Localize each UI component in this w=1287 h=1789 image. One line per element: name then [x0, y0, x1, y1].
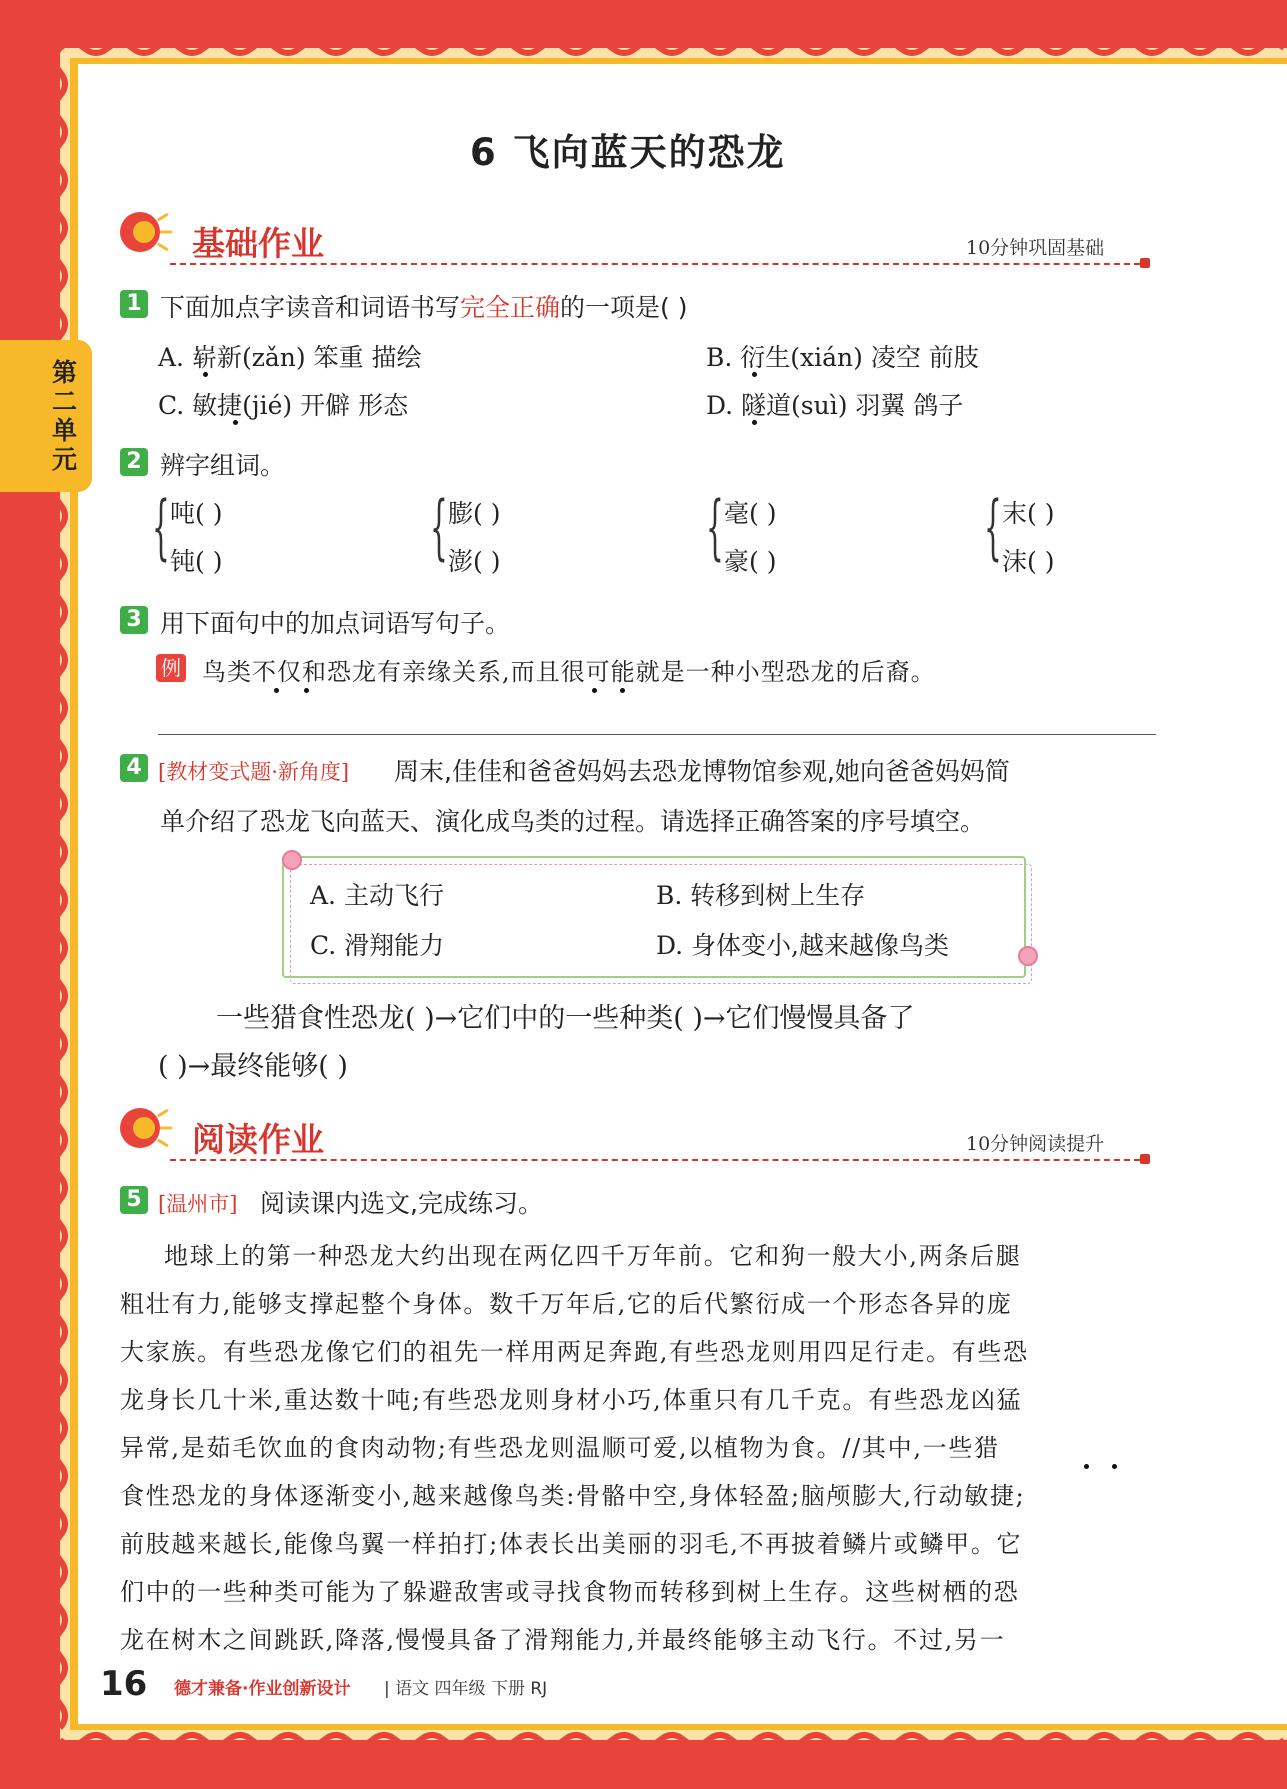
question-number-2: 2 [120, 448, 148, 476]
passage-line: 龙在树木之间跳跃,降落,慢慢具备了滑翔能力,并最终能够主动飞行。不过,另一 [120, 1626, 1006, 1654]
unit-side-tab [0, 340, 92, 492]
q1-option-d: D. 隧道(suì) 羽翼 鸽子 [706, 391, 964, 420]
passage-line: 们中的一些种类可能为了躲避敌害或寻找食物而转移到树上生存。这些树栖的恐 [120, 1578, 1020, 1606]
q3-example-sentence: 鸟类不仅和恐龙有亲缘关系,而且很可能就是一种小型恐龙的后裔。 [202, 658, 936, 686]
q1-option-a: A. 崭新(zǎn) 笨重 描绘 [158, 343, 422, 372]
q2-pair-3-top: 毫( ) [724, 499, 777, 528]
q4-fill-line2: ( )→最终能够( ) [158, 1051, 348, 1082]
megaphone-icon [118, 1104, 180, 1154]
brace: { [430, 486, 448, 568]
q4-option-a: A. 主动飞行 [310, 881, 444, 910]
answer-line [158, 734, 1156, 735]
emphasis-dot [752, 420, 757, 425]
q2-pair-2-top: 膨( ) [448, 499, 501, 528]
question-4-stem-line2: 单介绍了恐龙飞向蓝天、演化成鸟类的过程。请选择正确答案的序号填空。 [160, 807, 986, 836]
q1-stem-b: 的一项是( ) [560, 293, 688, 322]
footer-info: | 语文 四年级 下册 RJ [384, 1679, 548, 1699]
emphasis-dot [233, 420, 238, 425]
passage-line: 大家族。有些恐龙像它们的祖先一样用两足奔跑,有些恐龙则用四足行走。有些恐 [120, 1338, 1029, 1366]
q2-pair-4-bottom: 沫( ) [1002, 547, 1055, 576]
section-divider-basic [170, 263, 1140, 265]
question-number-1: 1 [120, 290, 148, 318]
q4-option-d: D. 身体变小,越来越像鸟类 [656, 931, 949, 960]
unit-side-tab-label: 第二单元 [52, 358, 78, 474]
lesson-title: 6 飞向蓝天的恐龙 [470, 131, 786, 174]
section-note-basic: 10分钟巩固基础 [966, 237, 1105, 259]
q4-fill-line1: 一些猎食性恐龙( )→它们中的一些种类( )→它们慢慢具备了 [216, 1003, 915, 1034]
question-3-stem: 用下面句中的加点词语写句子。 [160, 609, 511, 638]
emphasis-dot [1084, 1464, 1089, 1469]
section-note-reading: 10分钟阅读提升 [966, 1133, 1105, 1155]
question-number-5: 5 [120, 1186, 148, 1214]
q1-stem-a: 下面加点字读音和词语书写 [160, 293, 461, 322]
question-2-stem: 辨字组词。 [160, 451, 286, 480]
emphasis-dot [1112, 1464, 1117, 1469]
brace: { [152, 486, 170, 568]
q2-pair-4-top: 末( ) [1002, 499, 1055, 528]
brace: { [984, 486, 1002, 568]
passage-line: 异常,是茹毛饮血的食肉动物;有些恐龙则温顺可爱,以植物为食。//其中,一些猎 [120, 1434, 1000, 1462]
section-title-basic: 基础作业 [192, 224, 324, 263]
question-4-stem-line1: 周末,佳佳和爸爸妈妈去恐龙博物馆参观,她向爸爸妈妈简 [394, 757, 1010, 786]
divider-end [1140, 258, 1150, 268]
section-title-reading: 阅读作业 [192, 1120, 324, 1159]
passage-line: 食性恐龙的身体逐渐变小,越来越像鸟类:骨骼中空,身体轻盈;脑颅膨大,行动敏捷; [120, 1482, 1026, 1510]
flower-icon [1018, 946, 1038, 966]
q4-option-b: B. 转移到树上生存 [656, 881, 866, 910]
question-number-4: 4 [120, 754, 148, 782]
question-1-stem [160, 288, 688, 324]
divider-end [1140, 1154, 1150, 1164]
passage-line: 前肢越来越长,能像鸟翼一样拍打;体表长出美丽的羽毛,不再披着鳞片或鳞甲。它 [120, 1530, 1023, 1558]
question-4-tag: [教材变式题·新角度] [158, 760, 350, 784]
brace: { [706, 486, 724, 568]
q2-pair-3-bottom: 豪( ) [724, 547, 777, 576]
passage-line: 粗壮有力,能够支撑起整个身体。数千万年后,它的后代繁衍成一个形态各异的庞 [120, 1290, 1013, 1318]
question-number-3: 3 [120, 606, 148, 634]
page-number: 16 [100, 1664, 148, 1704]
passage-line: 地球上的第一种恐龙大约出现在两亿四千万年前。它和狗一般大小,两条后腿 [164, 1242, 1022, 1270]
emphasis-dot [304, 688, 309, 693]
q2-pair-1-bottom: 钝( ) [170, 547, 223, 576]
flower-icon [282, 850, 302, 870]
emphasis-dot [752, 372, 757, 377]
section-divider-reading [170, 1159, 1140, 1161]
emphasis-dot [620, 688, 625, 693]
footer-series: 德才兼备·作业创新设计 [174, 1679, 351, 1699]
emphasis-dot [274, 688, 279, 693]
q2-pair-1-top: 吨( ) [170, 499, 223, 528]
q1-stem-highlight: 完全正确 [460, 293, 561, 322]
example-badge: 例 [156, 654, 186, 682]
passage-line: 龙身长几十米,重达数十吨;有些恐龙则身材小巧,体重只有几千克。有些恐龙凶猛 [120, 1386, 1023, 1414]
question-5-tag: [温州市] [158, 1192, 238, 1216]
emphasis-dot [203, 372, 208, 377]
q1-option-b: B. 衍生(xián) 凌空 前肢 [706, 343, 979, 372]
q4-option-c: C. 滑翔能力 [310, 931, 445, 960]
emphasis-dot [592, 688, 597, 693]
question-5-stem: 阅读课内选文,完成练习。 [260, 1189, 543, 1218]
q2-pair-2-bottom: 澎( ) [448, 547, 501, 576]
q1-option-c: C. 敏捷(jié) 开僻 形态 [158, 391, 409, 420]
megaphone-icon [118, 208, 180, 258]
